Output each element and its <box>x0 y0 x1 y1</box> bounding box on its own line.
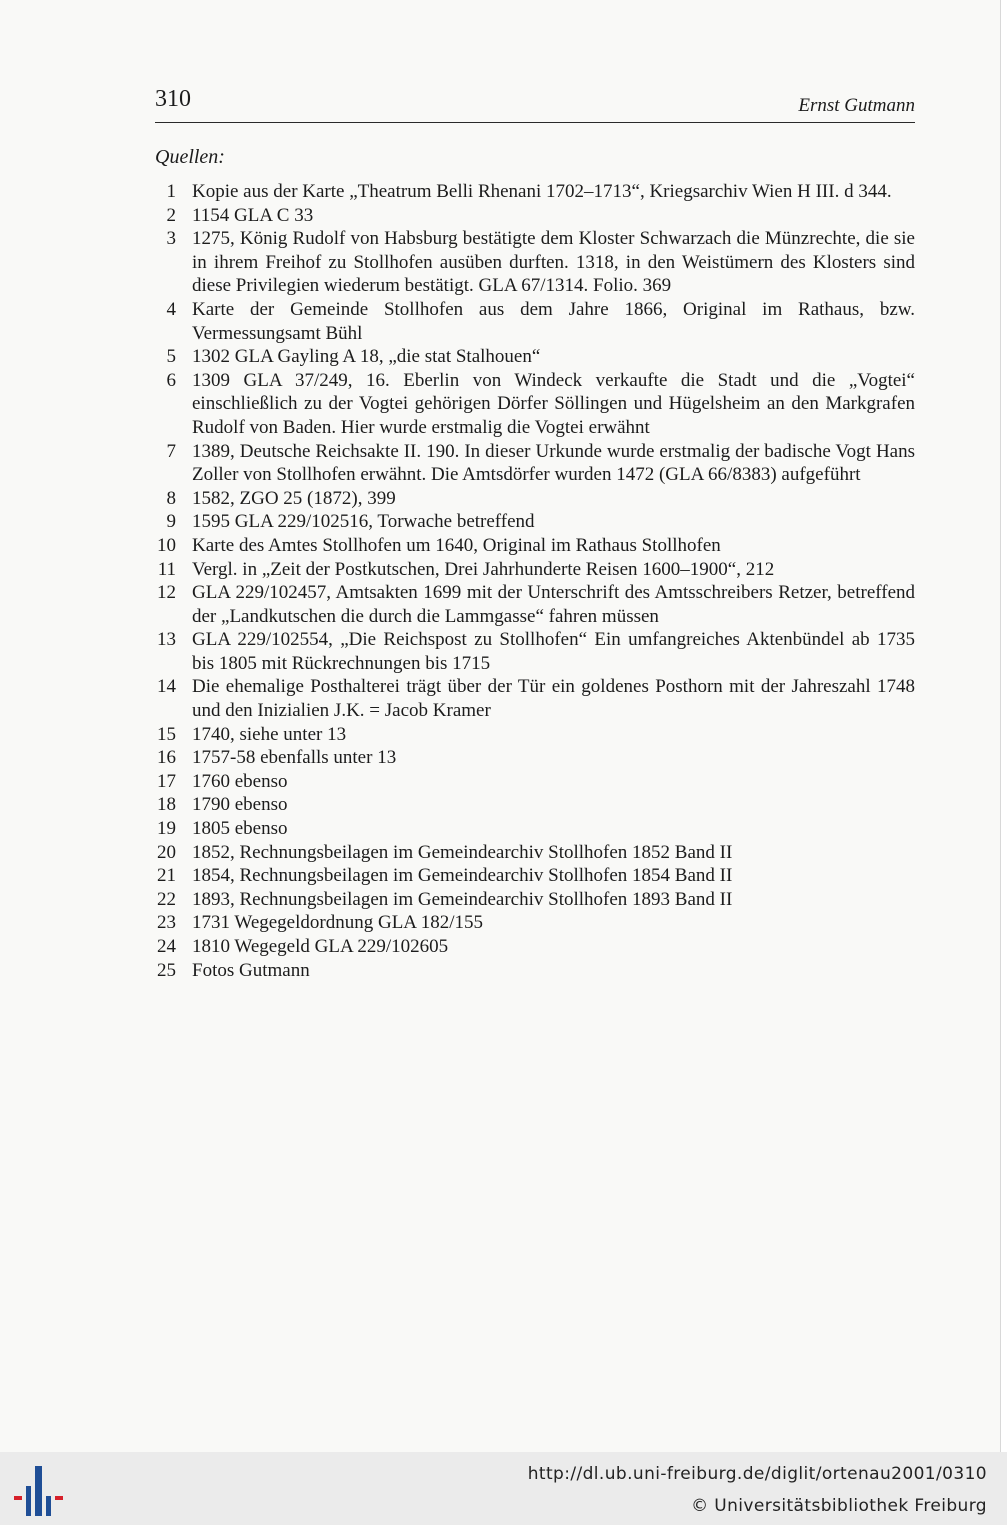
note-item <box>150 675 915 722</box>
note-item <box>150 628 915 675</box>
note-text: 1595 GLA 229/102516, Torwache betreffend <box>192 511 535 533</box>
note-text: 1757-58 ebenfalls unter 13 <box>192 747 397 769</box>
note-text: 1760 ebenso <box>192 770 288 792</box>
note-text: Fotos Gutmann <box>192 959 310 981</box>
note-text: Vergl. in „Zeit der Postkutschen, Drei Jahrhunderte Reisen 1600–1900“, 212 <box>192 558 775 580</box>
note-text: 1740, siehe unter 13 <box>192 723 347 745</box>
section-title: Quellen: <box>155 146 225 168</box>
note-item <box>150 864 915 888</box>
note-text: 1731 Wegegeldordnung GLA 182/155 <box>192 912 484 934</box>
note-text: GLA 229/102457, Amtsakten 1699 mit der Unterschrift des Amtsschreibers Retzer, betreffend der „Landkutschen die durch die Lammgasse“ fahren müssen <box>192 582 915 627</box>
note-number: 2 <box>166 204 176 226</box>
note-text: 1893, Rechnungsbeilagen im Gemeindearchiv Stollhofen 1893 Band II <box>192 888 733 910</box>
note-number: 25 <box>157 959 176 981</box>
note-number: 15 <box>157 723 176 745</box>
note-number: 14 <box>157 676 176 698</box>
note-item <box>150 204 915 228</box>
note-text: 1302 GLA Gayling A 18, „die stat Stalhouen“ <box>192 346 541 368</box>
note-number: 5 <box>166 346 176 368</box>
note-item <box>150 746 915 770</box>
note-text: Karte des Amtes Stollhofen um 1640, Original im Rathaus Stollhofen <box>192 534 721 556</box>
note-item <box>150 227 915 298</box>
note-item <box>150 888 915 912</box>
note-number: 3 <box>166 228 176 250</box>
note-item <box>150 345 915 369</box>
note-text: Die ehemalige Posthalterei trägt über der Tür ein goldenes Posthorn mit der Jahreszahl 1748 und den Inizialien J.K. = Jacob Kramer <box>192 676 915 722</box>
ub-freiburg-logo-icon <box>14 1464 64 1518</box>
note-number: 17 <box>157 770 176 792</box>
note-item <box>150 534 915 558</box>
note-text: 1810 Wegegeld GLA 229/102605 <box>192 936 449 957</box>
page-header <box>155 84 915 123</box>
page-number: 310 <box>155 86 191 112</box>
note-number: 24 <box>157 936 176 957</box>
note-number: 23 <box>157 912 176 934</box>
note-item <box>150 911 915 935</box>
note-number: 8 <box>166 487 176 509</box>
note-text: 1275, König Rudolf von Habsburg bestätigte dem Kloster Schwarzach die Münzrechte, die sie in ihrem Freihof zu Stollhofen ausüben durften. 1318, in den Weistümern des Klosters sind diese Privilegien wiederum bestätigt. GLA 67/1314. Folio. 369 <box>192 228 915 297</box>
copyright-notice: © Universitätsbibliothek Freiburg <box>691 1496 987 1516</box>
source-url-link[interactable]: http://dl.ub.uni-freiburg.de/diglit/ortenau2001/0310 <box>527 1464 987 1484</box>
note-text: 1790 ebenso <box>192 794 288 816</box>
note-item <box>150 510 915 534</box>
note-text: 1805 ebenso <box>192 818 288 840</box>
note-text: 1154 GLA C 33 <box>192 204 314 226</box>
library-footer <box>0 1452 1007 1525</box>
note-item <box>150 770 915 794</box>
running-head-author: Ernst Gutmann <box>798 95 915 116</box>
note-text: Kopie aus der Karte „Theatrum Belli Rhenani 1702–1713“, Kriegsarchiv Wien H III. d 344. <box>192 181 892 202</box>
note-item <box>150 817 915 841</box>
note-number: 9 <box>166 511 176 533</box>
note-text: 1389, Deutsche Reichsakte II. 190. In dieser Urkunde wurde erstmalig der badische Vogt Hans Zoller von Stollhofen erwähnt. Die Amtsdörfer wurden 1472 (GLA 66/8383) aufgeführt <box>192 440 915 486</box>
note-number: 10 <box>157 534 176 556</box>
note-text: 1582, ZGO 25 (1872), 399 <box>192 487 396 509</box>
note-item <box>150 935 915 959</box>
note-number: 6 <box>166 369 176 391</box>
note-text: 1309 GLA 37/249, 16. Eberlin von Windeck verkaufte die Stadt und die „Vogtei“ einschließlich zu der Vogtei gehörigen Dörfer Söllingen und Hügelsheim an den Markgrafen Rudolf von Baden. Hier wurde erstmalig die Vogtei erwähnt <box>192 369 915 438</box>
note-item <box>150 959 915 983</box>
note-number: 13 <box>157 629 176 651</box>
note-item <box>150 793 915 817</box>
note-number: 20 <box>157 841 176 863</box>
note-item <box>150 558 915 582</box>
source-notes-list <box>150 180 915 982</box>
note-number: 11 <box>157 558 176 580</box>
note-text: 1854, Rechnungsbeilagen im Gemeindearchiv Stollhofen 1854 Band II <box>192 865 733 887</box>
note-number: 1 <box>166 181 176 202</box>
note-item <box>150 487 915 511</box>
note-number: 22 <box>157 888 176 910</box>
note-number: 12 <box>157 582 176 604</box>
note-item <box>150 841 915 865</box>
note-item <box>150 298 915 345</box>
note-text: GLA 229/102554, „Die Reichspost zu Stollhofen“ Ein umfangreiches Aktenbündel ab 1735 bis 1805 mit Rückrechnungen bis 1715 <box>192 629 915 674</box>
note-text: Karte der Gemeinde Stollhofen aus dem Jahre 1866, Original im Rathaus, bzw. Vermessungsamt Bühl <box>192 298 915 344</box>
note-number: 19 <box>157 818 176 840</box>
note-number: 16 <box>157 747 176 769</box>
note-text: 1852, Rechnungsbeilagen im Gemeindearchiv Stollhofen 1852 Band II <box>192 841 733 863</box>
note-number: 18 <box>157 794 176 816</box>
note-item <box>150 369 915 440</box>
note-item <box>150 440 915 487</box>
note-number: 21 <box>157 865 176 887</box>
note-number: 7 <box>166 440 176 462</box>
note-item <box>150 180 915 204</box>
note-item <box>150 581 915 628</box>
note-item <box>150 723 915 747</box>
note-number: 4 <box>166 298 176 320</box>
